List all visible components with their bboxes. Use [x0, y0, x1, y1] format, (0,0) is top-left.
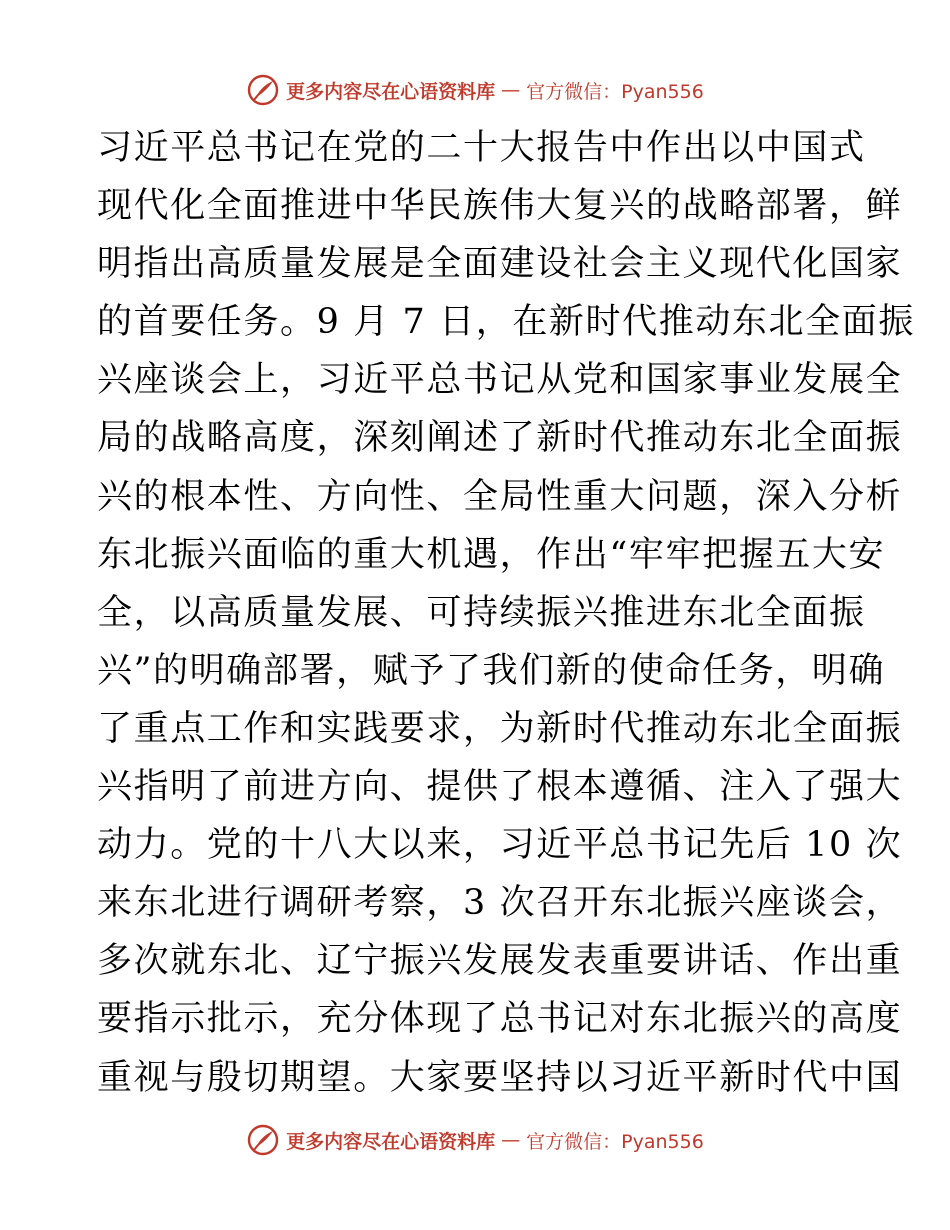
banner-brand-text: 更多内容尽在心语资料库 — [286, 80, 496, 103]
banner-dash: — — [501, 1129, 521, 1151]
text-line: 兴指明了前进方向、提供了根本遵循、注入了强大 — [97, 767, 903, 808]
quill-seal-icon — [246, 1123, 280, 1157]
text-line: 兴”的明确部署，赋予了我们新的使命任务，明确 — [97, 650, 886, 691]
text-line: 全，以高质量发展、可持续振兴推进东北全面振 — [97, 592, 866, 633]
footer-watermark-banner — [0, 1120, 950, 1160]
quill-seal-icon — [246, 73, 280, 107]
text-line: 了重点工作和实践要求，为新时代推动东北全面振 — [97, 708, 903, 749]
text-line: 多次就东北、辽宁振兴发展发表重要讲话、作出重 — [97, 941, 903, 982]
text-line: 要指示批示，充分体现了总书记对东北振兴的高度 — [97, 999, 903, 1040]
text-line: 东北振兴面临的重大机遇，作出“牢牢把握五大安 — [97, 534, 886, 575]
text-line: 动力。党的十八大以来，习近平总书记先后 10 次 — [97, 825, 903, 866]
text-line: 现代化全面推进中华民族伟大复兴的战略部署，鲜 — [97, 186, 903, 227]
banner-contact-text: 官方微信：Pyan556 — [526, 80, 704, 103]
text-line: 局的战略高度，深刻阐述了新时代推动东北全面振 — [97, 418, 903, 459]
banner-brand-text: 更多内容尽在心语资料库 — [286, 1130, 496, 1153]
text-line: 习近平总书记在党的二十大报告中作出以中国式 — [97, 128, 866, 168]
text-line: 来东北进行调研考察，3 次召开东北振兴座谈会， — [97, 883, 903, 924]
document-body — [97, 119, 915, 1107]
text-line: 兴的根本性、方向性、全局性重大问题，深入分析 — [97, 476, 903, 517]
text-line: 明指出高质量发展是全面建设社会主义现代化国家 — [97, 244, 903, 285]
banner-contact-text: 官方微信：Pyan556 — [526, 1130, 704, 1153]
text-line: 兴座谈会上，习近平总书记从党和国家事业发展全 — [97, 360, 903, 401]
text-line: 重视与殷切期望。大家要坚持以习近平新时代中国 — [97, 1057, 903, 1098]
header-watermark-banner — [0, 70, 950, 110]
text-line: 的首要任务。9 月 7 日，在新时代推动东北全面振 — [97, 302, 915, 343]
banner-dash: — — [501, 79, 521, 101]
